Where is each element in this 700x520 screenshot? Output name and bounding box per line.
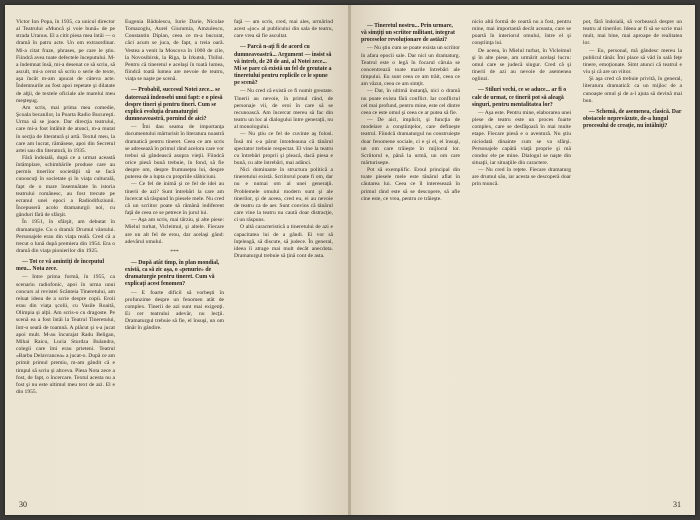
right-page-number: 31: [673, 500, 681, 509]
left-page-number: 30: [19, 500, 27, 509]
body-paragraph: Pot să exemplific. Eroul principal din toate piesele mele este tânărul aflat în căutarea lui. Ceea ce îl interesează în primul rând este să se descopere, să afle cine este, ce vrea, pentru ce trăieşte.: [361, 167, 460, 202]
body-paragraph: nicio altă formă de ceartă nu a fost, pentru mine, mai importantă decât aceasta, care se poartă în interiorul omului, între el şi conştiinţa lui.: [472, 19, 571, 47]
body-paragraph: O altă caracteristică a tineretului de azi e capacitatea lui de a gândi. Ei vor să înţeleagă, să discute, să judece. În general, ideea îi atrage mai mult decât anecdota. Dramaturgul trebuie să ţină cont de asta.: [234, 224, 333, 259]
book-spread: [5, 5, 695, 515]
body-paragraph: Nici dominante în structura politică a tineretului există. Scriitorul poate fi om, dar nu e numai om al unei generaţii. Problemele omului modern sunt şi ale tinerilor, şi de aceea, cred eu, ei au nevoie de teatru ca de aer. Sunt convins că tânărul care vine la teatru nu caută doar distracţie, ci un răspuns.: [234, 167, 333, 224]
left-column-1: [16, 19, 115, 501]
body-paragraph: — Ce fel de inimă şi ce fel de idei au tinerii de azi? Sunt întrebări la care am încercat să răspund în piesele mele. Nu cred că un scriitor poate să rămână indiferent faţă de ceea ce se petrece în jurul lui.: [125, 181, 224, 217]
body-paragraph: — E foarte dificil să vorbeşti în profunzime despre un fenomen atât de complex. Tinerii de azi sunt mai exigenţi. Ei cer teatrului adevăr, nu lecţii. Dramaturgul trebuie să fie, el însuşi, un om tânăr în gândire.: [125, 289, 224, 332]
body-paragraph: — Îmi dau seama de importanţa documentului mărturisit în literatura noastră dramatică pentru tineret. Ceea ce am scris se adresează în primul rând acelora care vor trebui să gândească asupra vieţii. Fiindcă orice piesă bună trebuie, în fond, să fie despre om, despre frumuseţea lui, despre puterea de a lupta cu propriile slăbiciuni.: [125, 124, 224, 181]
body-paragraph: — Intre prima formă, în 1955, ca scenariu radiofonic, apoi în urma unui concurs al revistei Scânteia Tineretului, am reluat ideea de a scrie despre copii. Eroii erau din viaţa școlii, cu Vasile Roaită, Olimpia și alţii. Am scris-o cu dragoste. Pe scenă ea a fost întâi la Teatrul Tineretului, într-o seară de toamnă. A plăcut şi s-a jucat apoi mult. M-au încurajat Radu Beligan, Mihai Raicu, Lucia Sturdza Bulandra, colegii care îmi erau prieteni. Teatrul «Barbu Delavrancea» a jucat-o. După ce am primit primul premiu, m-am gândit că e timpul să scriu şi altceva. Piesa Nota zece a fost, de fapt, o încercare. Textul acesta nu a fost şi nu este ultimul meu text de azi. El e din 1955.: [16, 274, 115, 395]
interview-question: — Stiluri vechi, ce se aduce... ar fi o cale de urmat, ce tinerii pot să aleagă singuri, pentru mentalitatea lor?: [472, 87, 567, 108]
body-paragraph: În 1951, în sfârşit, am debutat în dramaturgie. Cu o dramă: Drumul vântului. Personajele erau din viaţa reală. Cred că a trecut o lună după premiera din 1954. Era o dramă din viaţa pionierilor din 1925.: [16, 219, 115, 254]
right-page: [351, 5, 695, 515]
left-column-3: [234, 19, 333, 501]
body-paragraph: — Nu cred în reţete. Fiecare dramaturg are drumul său, iar acesta se descoperă doar prin muncă.: [472, 167, 571, 188]
interview-question: — Tot ce vă amintiţi de începutul meu... Nota zece.: [16, 259, 105, 273]
body-paragraph: Am scris, mai prima mea comedie, Şcoala becanilor, la Poarta Radio Bucureşti. Urma să se joace. Dar direcţia teatrului, care mi-a fost întâlnit de atunci, m-a mutat în secţia de literatură şi artă. Textul meu, la care am lucrat, rămăsese, apoi din Secretul artei sau din literatură, în 1935.: [16, 104, 115, 154]
body-paragraph: Fără îndoială, după ce a urmat această întâmplare, schimbările produse care au permis tinerilor societăţii să se facă cunoscuţi în societate şi în viaţa culturală, fapt de o mare însemnătate în istoria teatrului românesc, au fost trecute pe ecranul unei epoci a Radiodifuziunii. Începuseră acolo dramaturgii noi, cu gânduri fără de sfârşit.: [16, 154, 115, 219]
body-paragraph: pot, fără îndoială, să vorbească despre un teatru al tinerilor. Ideea ar fi să se scrie mai mult, mai bine, mai aproape de realitatea lor.: [583, 19, 682, 47]
interview-question: — După atât timp, în plan mondial, există, ca să zic aşa, o «penurie» de dramaturgie pentru tineret. Cum vă explicaţi acest fenomen?: [125, 260, 220, 288]
body-paragraph: — Aşa am scris, mai târziu, şi alte piese: Mielul turbat, Vicleimul, şi altele. Fiecare are un alt fel de erou, dar acelaşi gând: adevărul omului.: [125, 217, 224, 245]
body-paragraph: — Nu cred că există ce fi numit greutate. Tinerii au nevoie, în primul rând, de personaje vii, de eroi în care să se recunoască. Am încercat mereu să fac din teatru un loc al dialogului între generaţii, nu al monologului.: [234, 88, 333, 131]
body-paragraph: — Nu ştiu ce fel de cuvinte aş folosi. Însă mi s-a părut întotdeauna că tânărul spectator trebuie respectat. El vine la teatru cu întrebări proprii şi pleacă, dacă piesa e bună, cu alte întrebări, mai adânci.: [234, 131, 333, 166]
interview-question: — Schemă, de asemenea, clasică. Dar obstacole neprevăzute, de-a lungul procesului de creaţie, nu întâlniţi?: [583, 108, 682, 130]
body-paragraph: faţă — am scris, cred, mai ales, urmărind acest «joc» al publicului din sala de teatru, care vrea să fie ascultat.: [234, 19, 333, 40]
body-paragraph: — Dar, în ultimă instanţă, nici o dramă nu poate exista fără conflict. Iar conflictul cel mai profund, pentru mine, este cel dintre ceea ce este omul şi ceea ce ar putea să fie.: [361, 88, 460, 116]
body-paragraph: — Nu ştiu cum se poate exista un scriitor în afara epocii sale. Dar nici un dramaturg. Teatrul este o legă în focarul căruia se concentrează toate marile întrebări ale timpului. Eu sunt ceea ce am trăit, ceea ce am văzut, ceea ce am simţit.: [361, 45, 460, 88]
right-column-3: [583, 19, 682, 501]
interview-question: — Tineretul nostru... Prin urmare, vă simţiţi un scriitor militant, integrat proceselor revoluţionare de astăzi?: [361, 23, 455, 44]
left-column-2: [125, 19, 224, 501]
body-paragraph: Şi aşa cred că trebuie privită, în general, literatura dramatică: ca un mijloc de a cunoaşte omul şi de a-l ajuta să devină mai bun.: [583, 76, 682, 104]
left-page: [5, 5, 349, 515]
interview-question: — Probabil, succesul Notei zece... se datorează îndeosebi unui fapt: e o piesă despre tineri şi pentru tineri. Cum se explică evoluţia dramaturgiei dumneavoastră, pornind de aici?: [125, 87, 223, 123]
body-paragraph: Victor Ion Popa, în 1935, ca unicul director al Teatrului «Muncă şi voie bună» de pe strada Uranus. El a citit piesa mea întâi — o dramă în patru acte. Un om extraordinar. Mi-a citat fraze, phrases, pe care le ştiu. Fiindcă avea toate defectele începutului. M-a îndemnat însă, mi-a desenat ce să scriu, să ascult, mi-a cerut să scriu o serie de texte, aşa încât m-am apucat de câteva acte. Îndemnurile au fost apoi repetate şi dilatate de alţii, de textele oficiale ale marelui meu meşteşug.: [16, 19, 115, 104]
body-paragraph: — De aici, implicit, şi funcţia de modelare a conştiinţelor, care defineşte teatrul. Fiindcă dramaturgul nu construieşte doar fenomene sociale, ci e şi el, el însuşi, un om care trăieşte în mijlocul lor. Scriitorul e, până la urmă, un om care mărturiseşte.: [361, 117, 460, 166]
body-paragraph: — Aşa este. Pentru mine, elaborarea unei piese de teatru este un proces foarte complex, care se desfăşoară în mai multe etape. Fiecare piesă e o aventură. Nu ştiu niciodată dinainte cum se va sfârşi. Personajele capătă viaţă proprie şi mă conduc ele pe mine. Dialogul se naşte din situaţii, iar situaţiile din caractere.: [472, 109, 571, 166]
interview-question: — Parcă n-aţi fi de acord cu dumneavoastră... Argument — insist să vă intreb, de 20 de ani, al Notei zece... Mi se pare că există un fel de greutate a tineretului pentru replicile ce le spune pe scenă?: [234, 44, 332, 87]
body-paragraph: — Eu, personal, mă gândesc mereu la publicul tânăr. Îmi place să văd în sală feţe tinere, emoţionate. Simt atunci că teatrul e viu şi că are un viitor.: [583, 47, 682, 76]
body-paragraph: Eugenia Bădulescu, Iurie Darie, Nicolae Tomazoglu, Aurel Giurumia, Amzulescu, Constantin Diplan, ceea ce m-a bucurat, căci acum se juca, de fapt, a treia oară. Vestea a venit la Moscova în 1000 de zile, la Novosibirsk, la Riga, la Irkutsk, Tbilisi. Pentru că tineretul e acelaşi în toată lumea, fiindcă toată lumea are nevoie de teatru, viaţa se naşte pe scenă.: [125, 19, 224, 83]
right-column-1: [361, 19, 460, 501]
right-column-2: [472, 19, 571, 501]
body-paragraph: De aceea, în Mielul turbat, în Vicleimul şi în alte piese, am urmărit acelaşi lucru: omul care se judecă singur. Cred că şi tinerii de azi au nevoie de asemenea oglinzi.: [472, 47, 571, 83]
section-separator: ***: [170, 248, 179, 255]
